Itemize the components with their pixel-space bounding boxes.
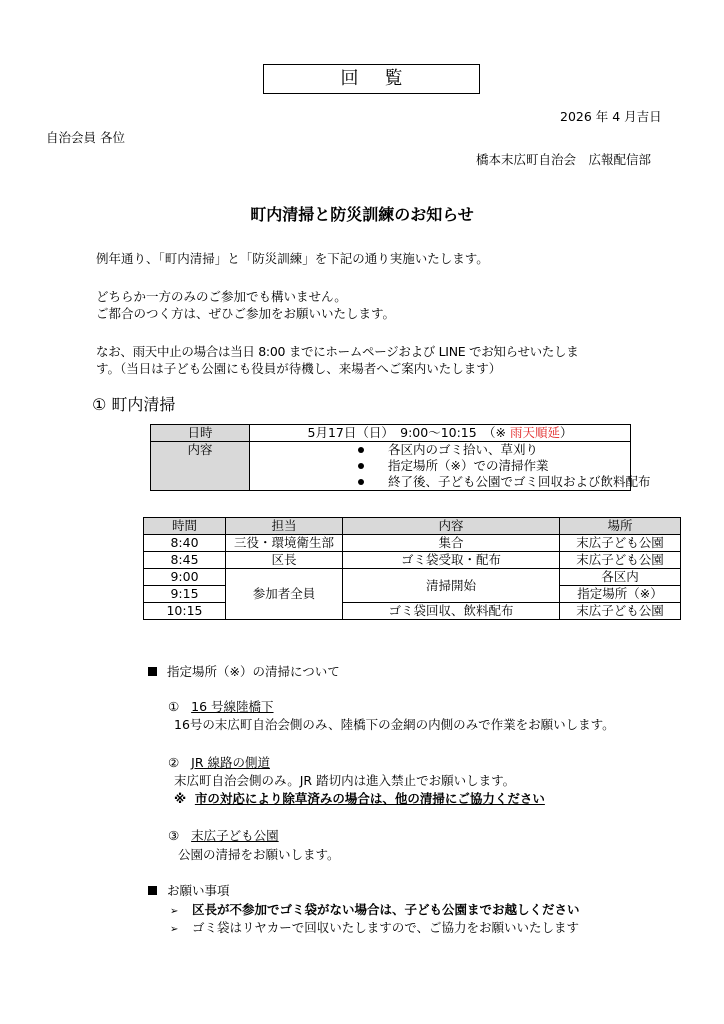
place-name: JR 線路の側道 xyxy=(191,755,270,770)
designated-heading xyxy=(148,662,340,680)
cell-time: 9:15 xyxy=(144,586,226,603)
table-row xyxy=(144,552,681,569)
arrow-bullet-icon: ➢ xyxy=(170,906,179,917)
info-content-label: 内容 xyxy=(151,442,250,491)
list-item xyxy=(350,442,630,458)
cell-place: 末広子ども公園 xyxy=(560,535,681,552)
circular-title-text: 回覧 xyxy=(340,68,429,89)
list-item-text: 各区内のゴミ拾い、草刈り xyxy=(388,442,539,457)
cell-staff: 三役・環境衛生部 xyxy=(226,535,343,552)
cell-time: 9:00 xyxy=(144,569,226,586)
cell-place: 指定場所（※） xyxy=(560,586,681,603)
cell-place: 各区内 xyxy=(560,569,681,586)
place-2-desc: 末広町自治会側のみ。JR 踏切内は進入禁止でお願いします。 xyxy=(174,773,516,788)
place-3-desc: 公園の清掃をお願いします。 xyxy=(178,847,340,862)
square-bullet-icon xyxy=(148,886,157,895)
place-number: ③ xyxy=(168,828,180,843)
list-item-text: 終了後、子ども公園でゴミ回収および飲料配布 xyxy=(388,474,651,489)
intro-paragraph-3a: なお、雨天中止の場合は当日 8:00 までにホームページおよび LINE でお知らせいたしま xyxy=(96,344,579,359)
cell-task-merged: 清掃開始 xyxy=(343,569,560,603)
bullet-icon xyxy=(358,479,364,485)
designated-heading-text: 指定場所（※）の清掃について xyxy=(167,664,340,679)
place-number: ① xyxy=(168,699,180,714)
schedule-table xyxy=(143,517,681,620)
circular-title xyxy=(263,64,480,94)
note-text: 市の対応により除草済みの場合は、他の清掃にご協力ください xyxy=(194,791,545,806)
section-heading-cleaning: ① 町内清掃 xyxy=(92,395,176,414)
square-bullet-icon xyxy=(148,667,157,676)
date-value-text: 5月17日（日） 9:00～10:15 （※ xyxy=(307,425,506,440)
col-header-time: 時間 xyxy=(144,518,226,535)
cell-task: 集合 xyxy=(343,535,560,552)
request-text: 区長が不参加でゴミ袋がない場合は、子ども公園までお越しください xyxy=(192,902,580,917)
place-2-note xyxy=(174,789,545,807)
cell-place: 末広子ども公園 xyxy=(560,603,681,620)
main-title: 町内清掃と防災訓練のお知らせ xyxy=(250,205,474,224)
intro-paragraph-3b: す。（当日は子ども公園にも役員が待機し、来場者へご案内いたします） xyxy=(96,361,502,376)
col-header-place: 場所 xyxy=(560,518,681,535)
date-close-paren: ） xyxy=(559,425,573,440)
schedule-header-row xyxy=(144,518,681,535)
list-item xyxy=(350,474,651,490)
cell-task: ゴミ袋受取・配布 xyxy=(343,552,560,569)
info-content-list xyxy=(250,442,651,491)
place-1-desc: 16号の末広町自治会側のみ、陸橋下の金網の内側のみで作業をお願いします。 xyxy=(174,717,615,732)
info-date-label: 日時 xyxy=(151,425,250,442)
intro-paragraph-2a: どちらか一方のみのご参加でも構いません。 xyxy=(96,289,347,304)
request-item-1 xyxy=(170,900,580,918)
place-2-title xyxy=(168,753,270,771)
requests-heading xyxy=(148,881,230,899)
col-header-task: 内容 xyxy=(343,518,560,535)
intro-paragraph-2b: ご都合のつく方は、ぜひご参加をお願いいたします。 xyxy=(96,306,396,321)
info-row-content xyxy=(151,442,631,491)
table-row xyxy=(144,603,681,620)
arrow-bullet-icon: ➢ xyxy=(170,924,179,935)
sender: 橋本末広町自治会 広報配信部 xyxy=(476,152,652,167)
place-3-title xyxy=(168,826,279,844)
request-item-2 xyxy=(170,918,579,936)
col-header-staff: 担当 xyxy=(226,518,343,535)
rain-postpone-note: 雨天順延 xyxy=(509,425,560,440)
addressee: 自治会員 各位 xyxy=(46,130,125,145)
bullet-icon xyxy=(358,463,364,469)
cell-time: 8:45 xyxy=(144,552,226,569)
intro-paragraph-1: 例年通り、「町内清掃」と「防災訓練」を下記の通り実施いたします。 xyxy=(96,251,489,266)
cell-place: 末広子ども公園 xyxy=(560,552,681,569)
issue-date: 2026 年 4 月吉日 xyxy=(560,109,662,124)
note-mark: ※ xyxy=(174,791,187,806)
cleaning-info-table xyxy=(150,424,651,491)
cell-staff: 区長 xyxy=(226,552,343,569)
list-item-text: 指定場所（※）での清掃作業 xyxy=(388,458,549,473)
info-date-value xyxy=(250,425,631,442)
cell-time: 10:15 xyxy=(144,603,226,620)
table-row xyxy=(144,535,681,552)
place-name: 16 号線陸橋下 xyxy=(191,699,274,714)
place-1-title xyxy=(168,697,274,715)
place-number: ② xyxy=(168,755,180,770)
cell-task: ゴミ袋回収、飲料配布 xyxy=(343,603,560,620)
list-item xyxy=(350,458,630,474)
cell-time: 8:40 xyxy=(144,535,226,552)
info-row-date xyxy=(151,425,631,442)
request-text: ゴミ袋はリヤカーで回収いたしますので、ご協力をお願いいたします xyxy=(192,920,580,935)
table-row xyxy=(144,569,681,586)
place-name: 末広子ども公園 xyxy=(191,828,279,843)
requests-heading-text: お願い事項 xyxy=(167,883,230,898)
cell-staff-merged: 参加者全員 xyxy=(226,569,343,620)
bullet-icon xyxy=(358,447,364,453)
